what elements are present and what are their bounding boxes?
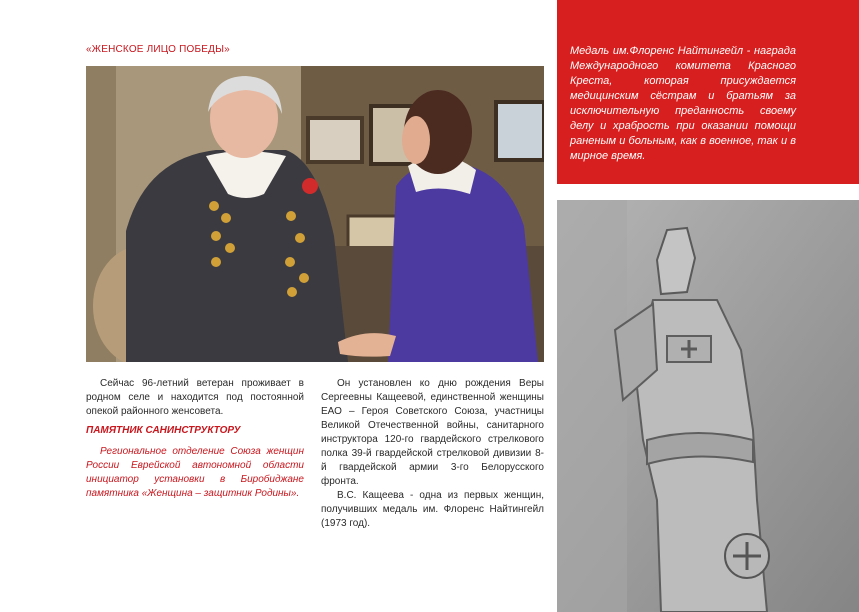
monument-paragraph: Он установлен ко дню рождения Веры Сергеевны Кащеевой, единственной женщины ЕАО – Героя Советского Союза, участницы Великой Отечественной войны, санитарного инструктора 120-го гвардейского стрелкового полка 39-й гвардейской стрелковой дивизии 8-й гвардейской армии 3-го Белорусского фронта. [321, 378, 544, 487]
right-column [321, 377, 544, 531]
veteran-photo [86, 66, 544, 362]
monument-relief-photo [557, 200, 859, 612]
kashcheeva-paragraph: В.С. Кащеева - одна из первых женщин, получивших медаль им. Флоренс Найтингейл (1973 год). [321, 490, 544, 529]
nightingale-note: Медаль им.Флоренс Найтингейл - награда Международного комитета Красного Креста, которая присуждается медицинским сёстрам и братьям за исключительную преданность своему делу и храбрость при оказании помощи раненым и больным, как в военное, так и в мирное время. [570, 45, 796, 162]
monument-heading: ПАМЯТНИК САНИНСТРУКТОРУ [86, 425, 241, 436]
section-label: «ЖЕНСКОЕ ЛИЦО ПОБЕДЫ» [86, 44, 230, 55]
intro-paragraph: Сейчас 96-летний ветеран проживает в родном селе и находится под постоянной опекой районного женсовета. [86, 378, 304, 417]
left-column [86, 377, 304, 501]
monument-relief-illustration [557, 200, 859, 612]
veteran-photo-illustration [86, 66, 544, 362]
monument-intro: Региональное отделение Союза женщин России Еврейской автономной области инициатор установки в Биробиджане памятника «Женщина – защитник Родины». [86, 446, 304, 499]
